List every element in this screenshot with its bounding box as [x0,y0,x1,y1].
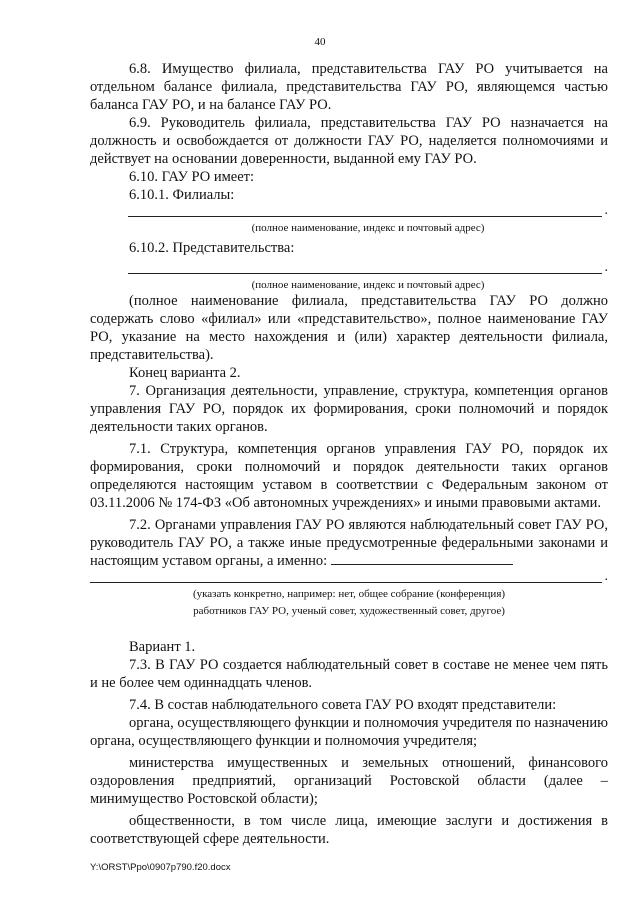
paragraph-public: общественности, в том числе лица, имеющие заслуги и достижения в соответствующей сфере деятельности. [90,813,608,847]
paragraph-6-10-2: 6.10.2. Представительства: [129,240,295,256]
paragraph-7: 7. Организация деятельности, управление, структура, компетенция органов управления ГАУ РО, порядок их формирования, сроки полномочий и порядок деятельности таких органов. [90,383,608,435]
blank-line-branches: . [90,206,608,220]
paragraph-ministry: министерства имущественных и земельных отношений, финансового оздоровления предприятий, организаций Ростовской области (далее – минимущество Ростовской области); [90,755,608,807]
paragraph-7-4: 7.4. В состав наблюдательного совета ГАУ РО входят представители: [129,697,557,713]
paragraph-7-2-text: 7.2. Органами управления ГАУ РО являются наблюдательный совет ГАУ РО, руководитель ГАУ РО, а также иные предусмотренные федеральными законами и настоящим уставом органы, а именно: [90,517,608,569]
caption-branches: (полное наименование, индекс и почтовый адрес) [251,222,485,234]
paragraph-organ: органа, осуществляющего функции и полномочия учредителя по назначению органа, осуществляющего функции и полномочия учредителя; [90,715,608,749]
caption-representations: (полное наименование, индекс и почтовый адрес) [251,279,485,291]
paragraph-7-3: 7.3. В ГАУ РО создается наблюдательный совет в составе не менее чем пять и не более чем одиннадцать членов. [90,657,608,691]
paragraph-variant-1: Вариант 1. [129,639,196,655]
page-number: 40 [314,36,326,48]
paragraph-6-8: 6.8. Имущество филиала, представительства ГАУ РО учитывается на отдельном балансе филиала, представительства ГАУ РО, являющемся частью баланса ГАУ РО, и на балансе ГАУ РО. [90,61,608,113]
paragraph-end-variant-2: Конец варианта 2. [129,365,241,381]
blank-inline-bodies [331,552,513,565]
blank-line-representations: . [90,263,608,277]
page-content [90,60,608,848]
paragraph-6-9: 6.9. Руководитель филиала, представительства ГАУ РО назначается на должность и освобождается от должности ГАУ РО, наделяется полномочиями и действует на основании доверенности, выданной ему ГАУ РО. [90,115,608,167]
caption-bodies-line-2: работников ГАУ РО, ученый совет, художественный совет, другое) [193,605,505,617]
paragraph-6-10-1: 6.10.1. Филиалы: [129,187,235,203]
paragraph-7-1: 7.1. Структура, компетенция органов управления ГАУ РО, порядок их формирования, сроки полномочий и порядок деятельности таких органов определяются настоящим уставом в соответствии с Федеральным законом от 03.11.2006 № 174-ФЗ «Об автономных учреждениях» и иными правовыми актами. [90,441,608,511]
paragraph-6-10: 6.10. ГАУ РО имеет: [129,169,255,185]
footer-file-path: Y:\ORST\Ppo\0907p790.f20.docx [90,862,231,873]
paragraph-7-2 [90,516,608,570]
paragraph-note: (полное наименование филиала, представительства ГАУ РО должно содержать слово «филиал» или «представительство», полное наименование ГАУ РО, указание на место нахождения и (или) характер деятельности филиала, представительства). [90,293,608,363]
blank-line-bodies: . [90,572,608,586]
caption-bodies-line-1: (указать конкретно, например: нет, общее собрание (конференция) [192,588,506,600]
